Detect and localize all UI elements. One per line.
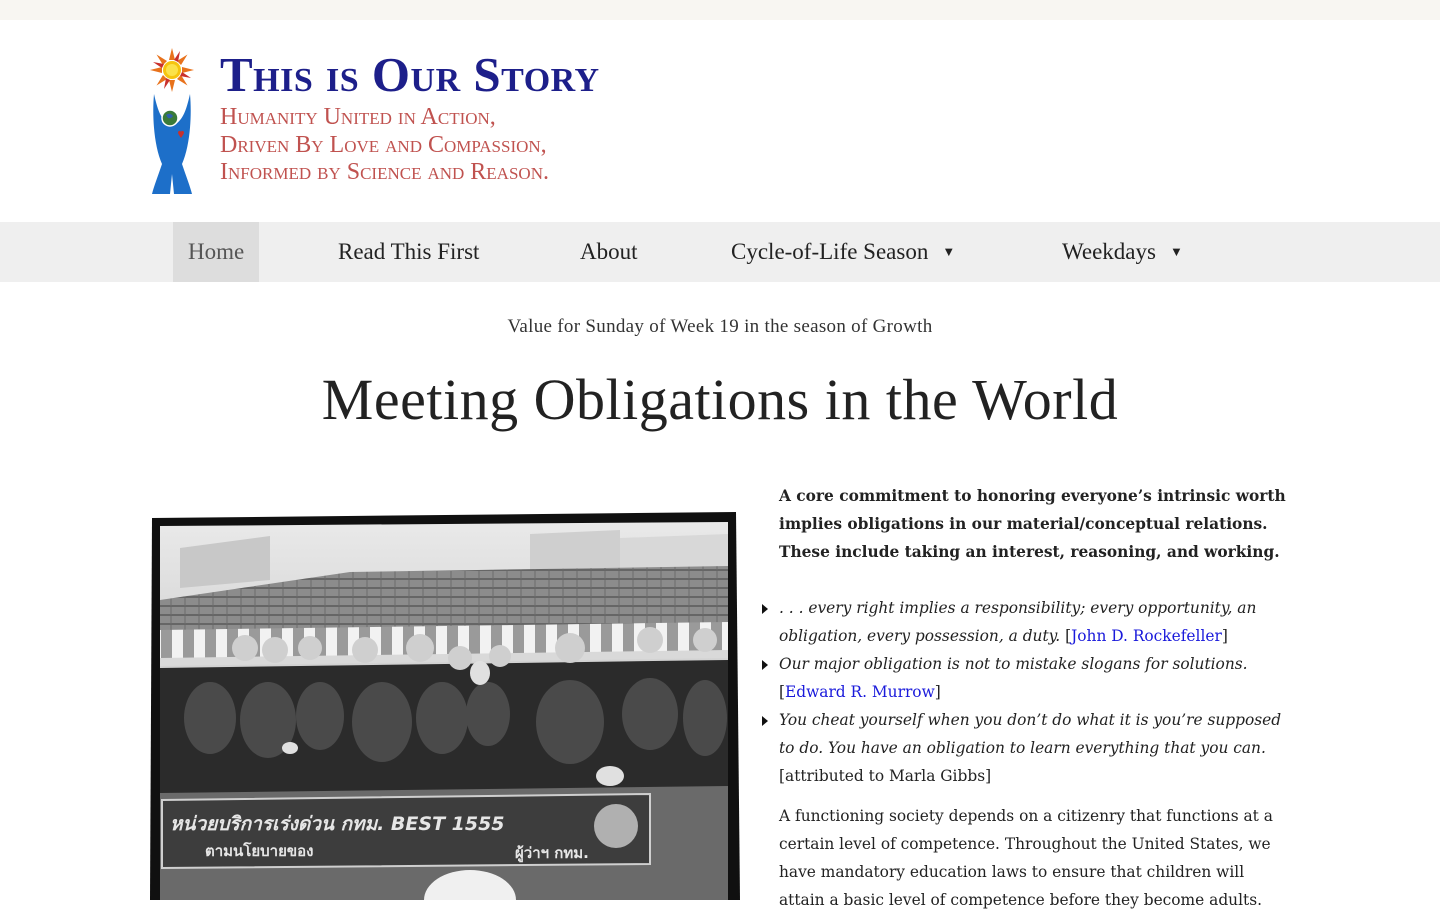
nav-item-label: Weekdays — [1062, 239, 1156, 264]
quote-text: . . . every right implies a responsibility; every opportunity, an obligation, every possession, a duty. — [779, 599, 1257, 645]
nav-item-label: Read This First — [338, 239, 480, 264]
nav-item-weekdays[interactable] — [1062, 222, 1183, 282]
intro-paragraph: A core commitment to honoring everyone’s intrinsic worth implies obligations in our material/conceptual relations. These include taking an interest, reasoning, and working. — [779, 487, 1286, 561]
tagline-line: Informed by Science and Reason. — [220, 159, 549, 185]
quote-source-link[interactable]: Edward R. Murrow — [785, 683, 935, 701]
dropdown-caret-icon: ▼ — [1169, 243, 1183, 259]
site-title[interactable]: This is Our Story — [220, 47, 600, 102]
nav-item-cycle-of-life-season[interactable] — [731, 222, 955, 282]
list-bullet-icon — [762, 716, 768, 726]
article-content — [779, 482, 1289, 914]
nav-item-label: Cycle-of-Life Season — [731, 239, 929, 264]
site-logo-icon[interactable] — [148, 46, 196, 196]
top-strip — [0, 0, 1440, 20]
nav-item-read-this-first[interactable] — [338, 222, 479, 282]
quote-source-link[interactable]: John D. Rockefeller — [1071, 627, 1222, 645]
nav-item-about[interactable] — [580, 222, 638, 282]
main-nav — [0, 222, 1440, 282]
quote-list — [779, 594, 1289, 790]
sign-text: ผู้ว่าฯ กทม. — [515, 844, 589, 862]
quote-item: Our major obligation is not to mistake slogans for solutions. [Edward R. Murrow] — [779, 650, 1289, 706]
quote-item: You cheat yourself when you don’t do what it is you’re supposed to do. You have an obligation to learn everything that you can. [attributed to Marla Gibbs] — [779, 706, 1289, 790]
page-eyebrow: Value for Sunday of Week 19 in the season of Growth — [507, 316, 933, 337]
page-title: Meeting Obligations in the World — [321, 367, 1119, 432]
nav-item-home[interactable] — [173, 222, 259, 282]
sign-text: ตามนโยบายของ — [205, 842, 314, 860]
workers-on-truck-photo — [150, 508, 740, 900]
list-bullet-icon — [762, 604, 768, 614]
nav-item-label: About — [580, 239, 638, 264]
quote-text: Our major obligation is not to mistake slogans for solutions. — [779, 655, 1248, 673]
site-header — [0, 20, 1440, 222]
list-bullet-icon — [762, 660, 768, 670]
quote-text: You cheat yourself when you don’t do what it is you’re supposed to do. You have an obligation to learn everything that you can. — [779, 711, 1282, 757]
tagline-line: Humanity United in Action, — [220, 104, 496, 130]
body-paragraph: A functioning society depends on a citizenry that functions at a certain level of competence. Throughout the United States, we have mandatory education laws to ensure that children will attain a basic level of competence before they become adults. — [779, 807, 1273, 909]
quote-source: attributed to Marla Gibbs — [785, 767, 986, 785]
tagline-line: Driven By Love and Compassion, — [220, 131, 547, 158]
dropdown-caret-icon: ▼ — [942, 243, 956, 259]
sign-text: หน่วยบริการเร่งด่วน กทม. BEST 1555 — [170, 813, 505, 835]
nav-item-label: Home — [188, 239, 245, 264]
quote-item: . . . every right implies a responsibility; every opportunity, an obligation, every possession, a duty. [John D. Rockefeller] — [779, 594, 1289, 650]
site-tagline — [220, 104, 549, 187]
